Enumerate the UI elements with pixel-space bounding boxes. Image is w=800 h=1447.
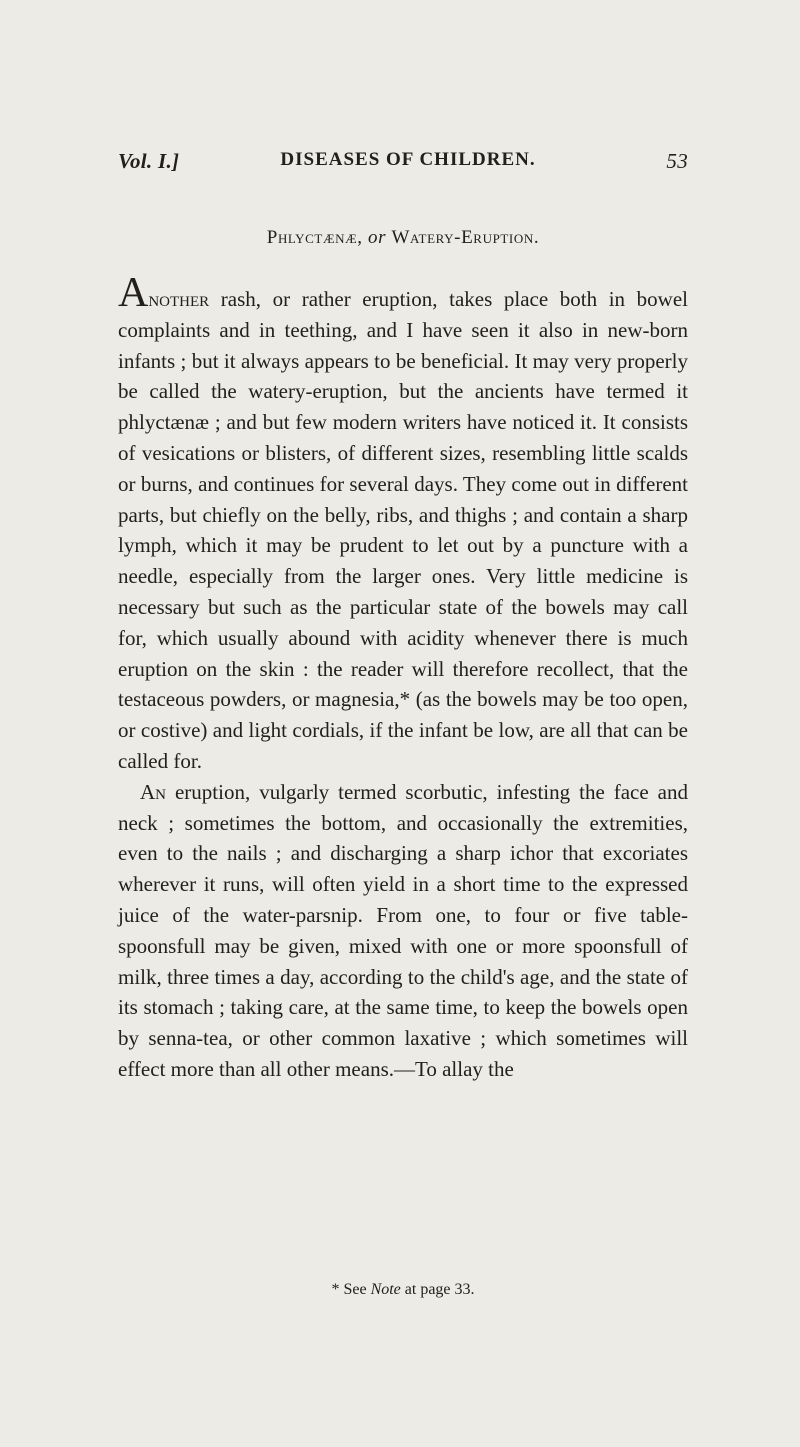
section-title [118,227,688,249]
paragraph-1 [118,270,688,777]
title-main: Phlyctænæ, [266,227,363,248]
page-number: 53 [666,149,688,173]
paragraph-2 [118,777,688,1085]
title-or: or [368,227,387,248]
running-title: DISEASES OF CHILDREN. [280,149,536,170]
running-header [118,149,688,189]
footnote-prefix: * See [331,1281,371,1298]
body-text [118,270,688,1085]
footnote-suffix: at page 33. [400,1281,475,1298]
title-alt: Watery-Eruption. [391,227,540,248]
paragraph-2-text: eruption, vulgarly termed scorbutic, infesting the face and neck ; sometimes the bottom, and occasionally the extremities, even to the nails ; and discharging a sharp ichor that excoriates wherever it runs, will often yield in a short time to the expressed juice of the water-parsnip. From one, to four or five table-spoonsfull may be given, mixed with one or more spoonsfull of milk, three times a day, according to the child's age, and the state of its stomach ; taking care, at the same time, to keep the bowels open by senna-tea, or other common laxative ; which sometimes will effect more than all other means.—To allay the [118,779,688,1081]
footnote-note: Note [370,1281,401,1298]
footnote [118,1281,688,1299]
volume-label: Vol. I.] [118,149,180,173]
paragraph-1-text: rash, or rather eruption, takes place both in bowel complaints and in teething, and I have seen it also in new-born infants ; but it always appears to be beneficial. It may very properly be called the watery-eruption, but the ancients have termed it phlyctænæ ; and but few modern writers have noticed it. It consists of vesications or blisters, of different sizes, resembling little scalds or burns, and continues for several days. They come out in different parts, but chiefly on the belly, ribs, and thighs ; and contain a sharp lymph, which it may be prudent to let out by a puncture with a needle, especially from the larger ones. Very little medicine is necessary but such as the particular state of the bowels may call for, which usually abound with acidity whenever there is much eruption on the skin : the reader will therefore recollect, that the testaceous powders, or magnesia,* (as the bowels may be too open, or costive) and light cordials, if the infant be low, are all that can be called for. [118,287,688,773]
paragraph-1-smallcaps: nother [148,287,210,311]
paragraph-2-smallcaps: An [140,779,166,804]
drop-cap: A [118,270,149,316]
